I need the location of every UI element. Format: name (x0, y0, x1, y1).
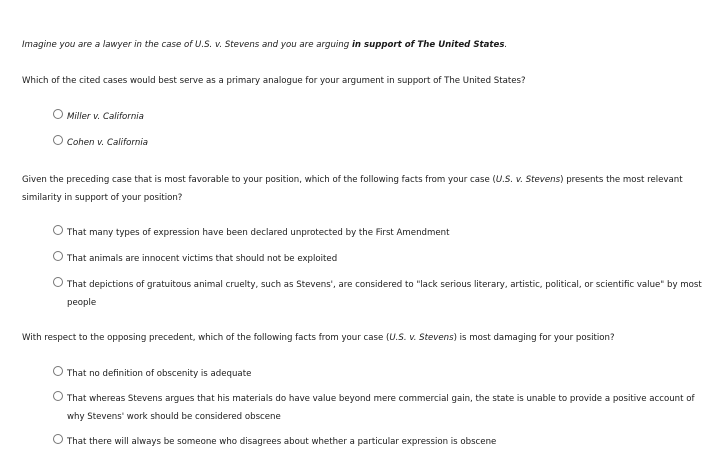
intro-bold: in support of The United States (351, 40, 505, 50)
question-2: Given the preceding case that is most favorable to your position, which of the following facts from your case (U.S. v. Stevens) presents the most relevant similarity in support of your position? (22, 175, 683, 203)
question-3: With respect to the opposing precedent, which of the following facts from your case (U.S. v. Stevens) is most damaging for your position? (22, 333, 615, 343)
q1-option-1-label: Miller v. California (67, 112, 144, 122)
radio-button[interactable] (53, 434, 63, 444)
radio-button[interactable] (53, 135, 63, 145)
radio-button[interactable] (53, 366, 63, 376)
question-1: Which of the cited cases would best serve as a primary analogue for your argument in support of The United States? (22, 76, 526, 86)
q3-option-2-label: That whereas Stevens argues that his materials do have value beyond mere commercial gain, the state is unable to provide a positive account of why Stevens' work should be considered obscene (67, 394, 695, 422)
radio-button[interactable] (53, 391, 63, 401)
question-2-case: U.S. v. Stevens (495, 175, 561, 185)
q3-option-1-label: That no definition of obscenity is adequate (67, 369, 252, 379)
q1-option-2-label: Cohen v. California (67, 138, 148, 148)
intro-text (22, 40, 507, 50)
q3-option-3-label: That there will always be someone who disagrees about whether a particular expression is obscene (67, 437, 497, 447)
q2-option-2-label: That animals are innocent victims that should not be exploited (67, 254, 338, 264)
q2-option-1-label: That many types of expression have been declared unprotected by the First Amendment (67, 228, 450, 238)
radio-button[interactable] (53, 109, 63, 119)
radio-button[interactable] (53, 277, 63, 287)
q2-option-3-label: That depictions of gratuitous animal cruelty, such as Stevens', are considered to "lack serious literary, artistic, political, or scientific value" by most people (67, 280, 702, 308)
intro-part1: Imagine you are a lawyer in the case of U.S. v. Stevens and you are arguing (22, 40, 352, 50)
question-3-case: U.S. v. Stevens (389, 333, 454, 343)
intro-end: . (504, 40, 508, 50)
radio-button[interactable] (53, 225, 63, 235)
radio-button[interactable] (53, 251, 63, 261)
